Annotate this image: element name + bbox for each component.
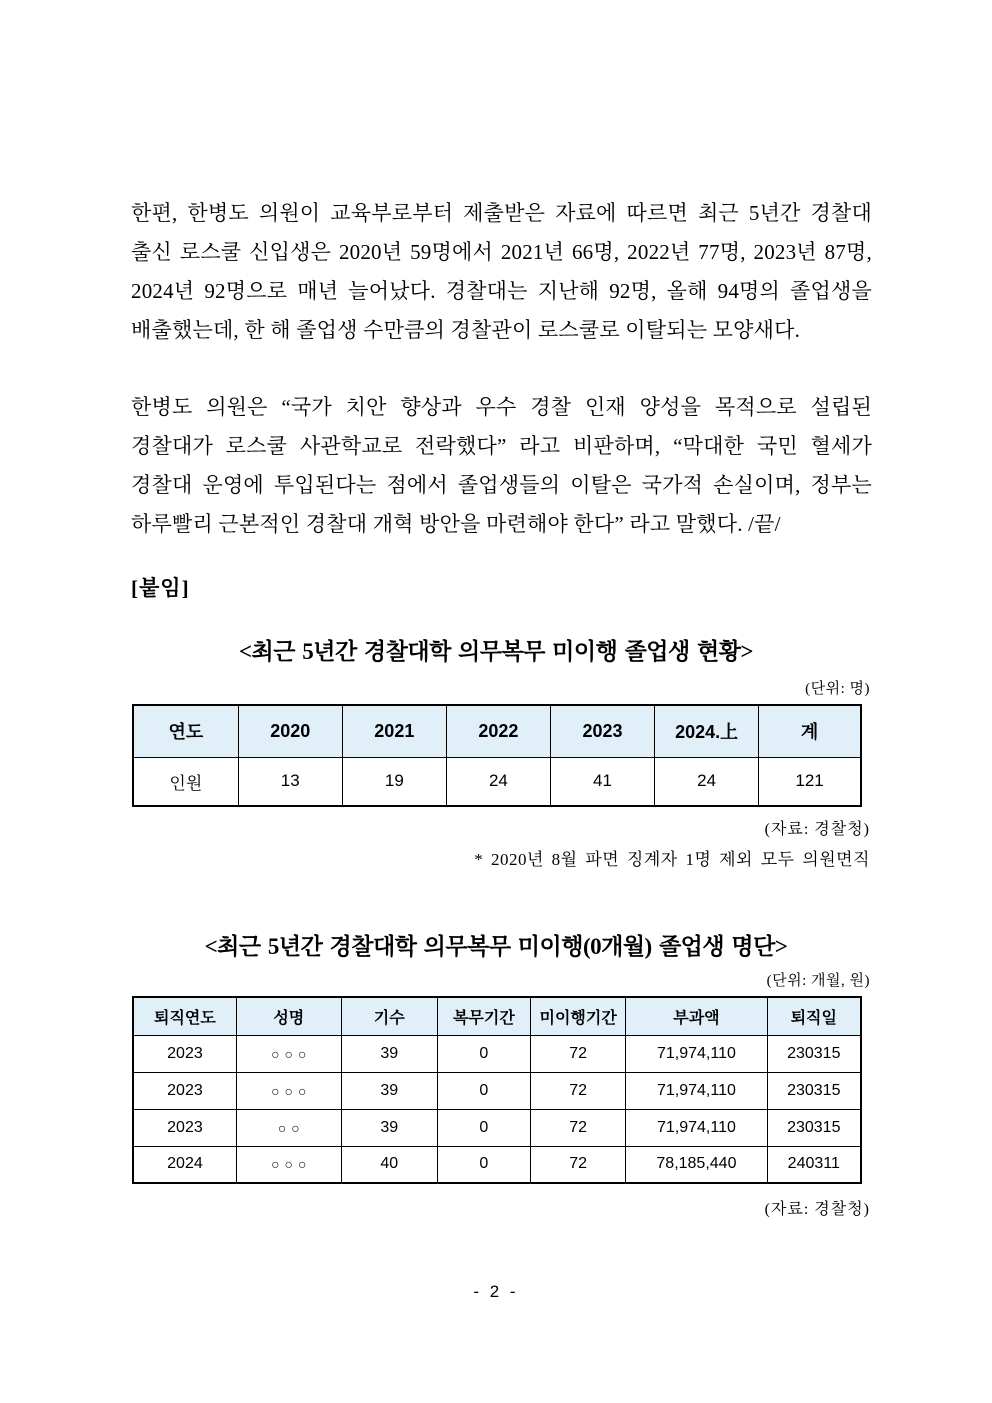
table1-header-row: [133, 705, 861, 757]
table2-header-cell: 미이행기간: [530, 997, 625, 1035]
table2-header-cell: 기수: [341, 997, 437, 1035]
table1-cell: 24: [655, 757, 759, 806]
table1-data-row: [133, 757, 861, 806]
table1-header-cell: 2020: [238, 705, 342, 757]
table2-data-row: [133, 1109, 861, 1146]
table2-header-cell: 성명: [236, 997, 341, 1035]
table1-title: <최근 5년간 경찰대학 의무복무 미이행 졸업생 현황>: [238, 639, 754, 664]
table2-name-cell: ○○○: [236, 1072, 341, 1109]
table1-header-cell: 2022: [446, 705, 550, 757]
table2-cell: 2023: [133, 1072, 236, 1109]
table2-cell: 230315: [767, 1072, 861, 1109]
table1-header-cell: 2024.上: [655, 705, 759, 757]
table2-name-cell: ○○○: [236, 1146, 341, 1183]
table1-header-cell: 연도: [133, 705, 238, 757]
table2-cell: 240311: [767, 1146, 861, 1183]
paragraph-quote-statement: 한병도 의원은 “국가 치안 향상과 우수 경찰 인재 양성을 목적으로 설립된 경찰대가 로스쿨 사관학교로 전락했다” 라고 비판하며, “막대한 국민 혈세가 경찰대 운영에 투입된다는 점에서 졸업생들의 이탈은 국가적 손실이며, 정부는 하루빨리 근본적인 경찰대 개혁 방안을 마련해야 한다” 라고 말했다. /끝/: [131, 395, 872, 536]
table2-cell: 72: [530, 1072, 625, 1109]
table2-cell: 71,974,110: [626, 1072, 767, 1109]
table2-data-row: [133, 1035, 861, 1072]
table2-title: <최근 5년간 경찰대학 의무복무 미이행(0개월) 졸업생 명단>: [204, 934, 788, 959]
table2-cell: 2023: [133, 1035, 236, 1072]
table2-cell: 2023: [133, 1109, 236, 1146]
table2-graduate-roster: [132, 996, 862, 1184]
table2-name-cell: ○○: [236, 1109, 341, 1146]
paragraph-lawschool-stats: 한편, 한병도 의원이 교육부로부터 제출받은 자료에 따르면 최근 5년간 경찰대 출신 로스쿨 신입생은 2020년 59명에서 2021년 66명, 2022년 77명, 2023년 87명, 2024년 92명으로 매년 늘어났다. 경찰대는 지난해 92명, 올해 94명의 졸업생을 배출했는데, 한 해 졸업생 수만큼의 경찰관이 로스쿨로 이탈되는 모양새다.: [131, 201, 872, 342]
table2-cell: 72: [530, 1146, 625, 1183]
table2-cell: 72: [530, 1109, 625, 1146]
table2-name-cell: ○○○: [236, 1035, 341, 1072]
table2-cell: 230315: [767, 1109, 861, 1146]
table1-cell: 24: [446, 757, 550, 806]
table2-data-row: [133, 1146, 861, 1183]
table1-source: (자료: 경찰청): [764, 821, 870, 838]
table2-cell: 230315: [767, 1035, 861, 1072]
table1-yearly-status: [132, 704, 862, 807]
table2-header-cell: 부과액: [626, 997, 767, 1035]
table2-cell: 2024: [133, 1146, 236, 1183]
table1-cell: 41: [550, 757, 654, 806]
table2-header-cell: 퇴직연도: [133, 997, 236, 1035]
table1-header-cell: 계: [759, 705, 861, 757]
table2-cell: 78,185,440: [626, 1146, 767, 1183]
table2-header-row: [133, 997, 861, 1035]
table2-cell: 40: [341, 1146, 437, 1183]
table2-header-cell: 복무기간: [437, 997, 530, 1035]
table1-footnote: * 2020년 8월 파면 징계자 1명 제외 모두 의원면직: [474, 850, 870, 869]
table1-header-cell: 2023: [550, 705, 654, 757]
table2-cell: 39: [341, 1072, 437, 1109]
table2-cell: 0: [437, 1072, 530, 1109]
table2-cell: 0: [437, 1109, 530, 1146]
table2-unit-label: (단위: 개월, 원): [766, 973, 870, 989]
table1-cell: 19: [342, 757, 446, 806]
table2-data-row: [133, 1072, 861, 1109]
table1-header-cell: 2021: [342, 705, 446, 757]
table2-cell: 0: [437, 1146, 530, 1183]
table2-cell: 71,974,110: [626, 1035, 767, 1072]
table1-cell: 121: [759, 757, 861, 806]
page-number: - 2 -: [473, 1282, 519, 1301]
table2-cell: 71,974,110: [626, 1109, 767, 1146]
table1-cell: 인원: [133, 757, 238, 806]
table2-cell: 39: [341, 1035, 437, 1072]
table2-source: (자료: 경찰청): [764, 1201, 870, 1218]
table2-cell: 0: [437, 1035, 530, 1072]
table2-header-cell: 퇴직일: [767, 997, 861, 1035]
table2-cell: 39: [341, 1109, 437, 1146]
table2-cell: 72: [530, 1035, 625, 1072]
table1-unit-label: (단위: 명): [805, 681, 870, 697]
table1-cell: 13: [238, 757, 342, 806]
attachment-label: [붙임]: [131, 576, 190, 600]
